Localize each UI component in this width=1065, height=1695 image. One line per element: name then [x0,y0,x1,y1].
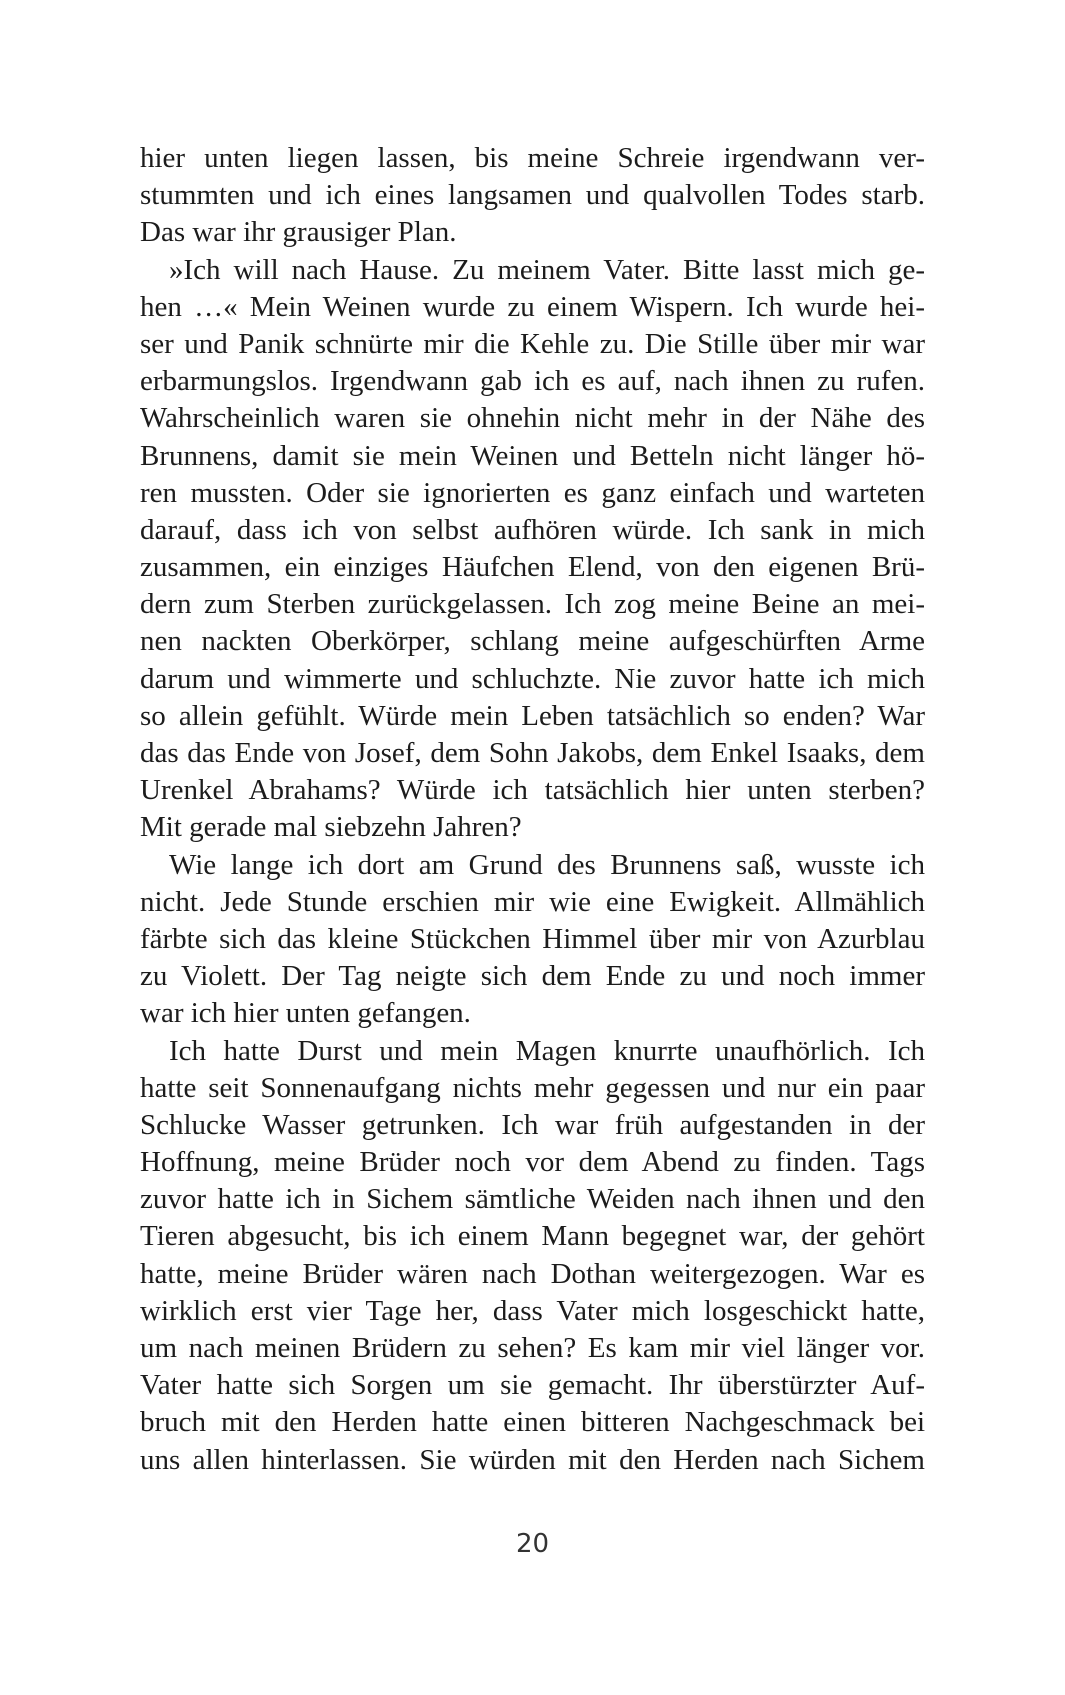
text-line: färbte sich das kleine Stückchen Himmel über mir von Azurblau [140,922,925,955]
text-line: stummten und ich eines langsamen und qualvollen Todes starb. [140,179,925,212]
text-line: ser und Panik schnürte mir die Kehle zu. Die Stille über mir war [140,327,925,360]
text-line: Brunnens, damit sie mein Weinen und Betteln nicht länger hö- [140,439,925,472]
text-line: Das war ihr grausiger Plan. [140,216,457,249]
text-line: wirklich erst vier Tage her, dass Vater mich losgeschickt hatte, [140,1294,925,1327]
text-line: bruch mit den Herden hatte einen bitteren Nachgeschmack bei [140,1406,925,1439]
text-line: Schlucke Wasser getrunken. Ich war früh aufgestanden in der [140,1108,925,1141]
text-line: nicht. Jede Stunde erschien mir wie eine Ewigkeit. Allmählich [140,885,925,918]
page-number: 20 [515,1529,550,1559]
text-line: »Ich will nach Hause. Zu meinem Vater. Bitte lasst mich ge- [169,253,925,286]
text-line: Mit gerade mal siebzehn Jahren? [140,811,522,844]
text-line: darauf, dass ich von selbst aufhören würde. Ich sank in mich [140,513,925,546]
body-text [140,140,925,1479]
text-line: Vater hatte sich Sorgen um sie gemacht. Ihr überstürzter Auf- [140,1369,925,1402]
text-line: Wahrscheinlich waren sie ohnehin nicht mehr in der Nähe des [140,402,925,435]
text-line: uns allen hinterlassen. Sie würden mit den Herden nach Sichem [140,1443,925,1476]
text-line: hen …« Mein Weinen wurde zu einem Wispern. Ich wurde hei- [140,290,925,323]
text-line: Hoffnung, meine Brüder noch vor dem Abend zu finden. Tags [140,1146,925,1179]
text-line: das das Ende von Josef, dem Sohn Jakobs, dem Enkel Isaaks, dem [140,737,925,769]
text-line: Urenkel Abrahams? Würde ich tatsächlich hier unten sterben? [140,774,925,807]
text-line: Tieren abgesucht, bis ich einem Mann begegnet war, der gehört [140,1220,925,1253]
text-line: zu Violett. Der Tag neigte sich dem Ende zu und noch immer [140,960,925,993]
text-line: erbarmungslos. Irgendwann gab ich es auf, nach ihnen zu rufen. [140,365,925,398]
text-line: zuvor hatte ich in Sichem sämtliche Weiden nach ihnen und den [140,1183,925,1216]
text-line: dern zum Sterben zurückgelassen. Ich zog meine Beine an mei- [140,588,925,621]
text-line: um nach meinen Brüdern zu sehen? Es kam mir viel länger vor. [140,1332,925,1364]
text-line: ren mussten. Oder sie ignorierten es ganz einfach und warteten [140,476,925,509]
text-line: zusammen, ein einziges Häufchen Elend, von den eigenen Brü- [140,551,925,584]
text-line: hatte, meine Brüder wären nach Dothan weitergezogen. War es [140,1257,925,1290]
text-line: so allein gefühlt. Würde mein Leben tatsächlich so enden? War [140,699,925,732]
text-line: hatte seit Sonnenaufgang nichts mehr gegessen und nur ein paar [140,1071,925,1104]
text-line: hier unten liegen lassen, bis meine Schreie irgendwann ver- [140,142,925,174]
text-line: nen nackten Oberkörper, schlang meine aufgeschürften Arme [140,625,925,658]
text-line: Wie lange ich dort am Grund des Brunnens saß, wusste ich [169,848,925,881]
text-line: darum und wimmerte und schluchzte. Nie zuvor hatte ich mich [140,662,925,695]
text-line: Ich hatte Durst und mein Magen knurrte unaufhörlich. Ich [169,1034,925,1067]
text-line: war ich hier unten gefangen. [140,997,471,1030]
